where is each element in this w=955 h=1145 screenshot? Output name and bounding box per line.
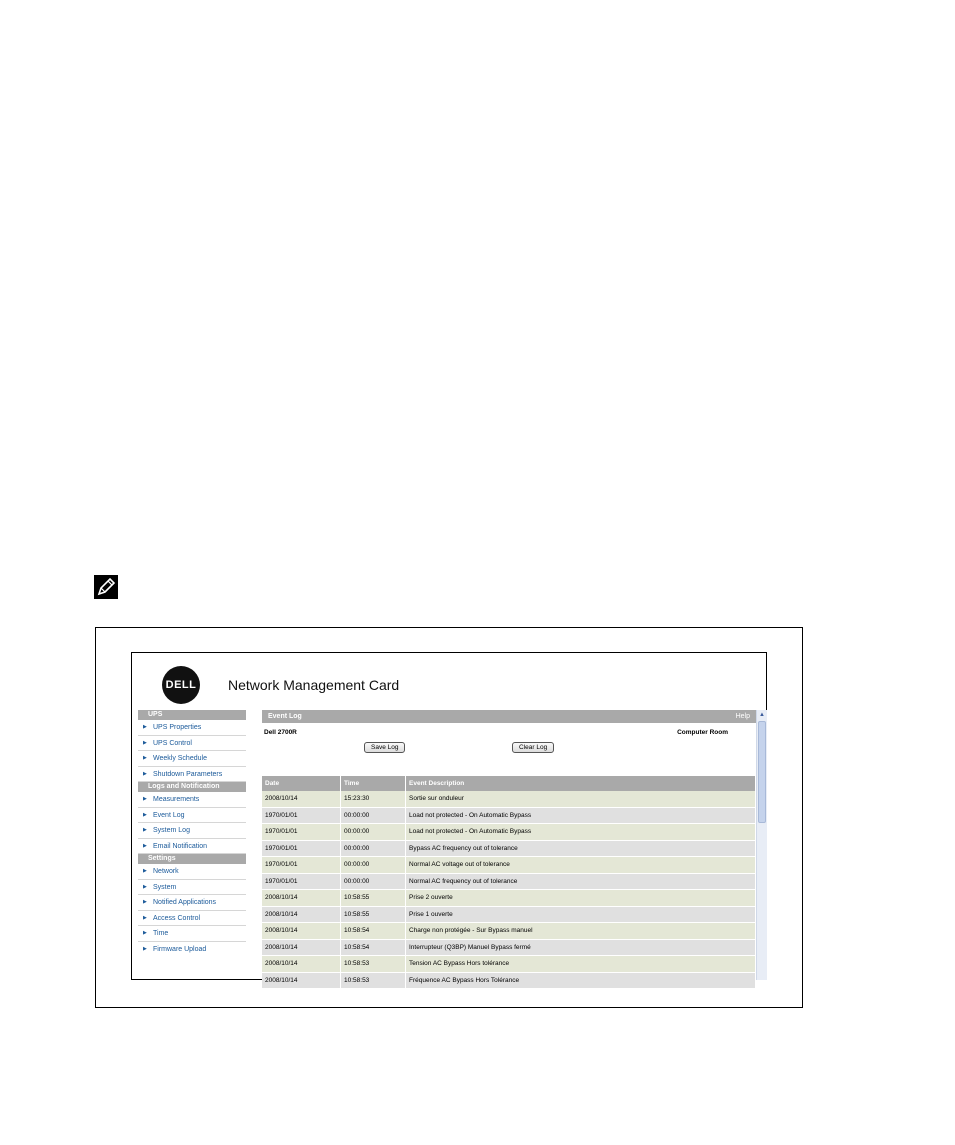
sidebar [138,710,246,957]
table-row [262,907,756,924]
column-header-event-description: Event Description [406,776,756,791]
table-row [262,824,756,841]
content-header-bar [262,710,756,723]
sidebar-item-label: Time [153,930,169,937]
cell-time: 00:00:00 [341,841,406,858]
cell-time: 10:58:53 [341,956,406,973]
table-row [262,791,756,808]
arrow-right-icon: ▶ [143,914,147,921]
sidebar-item-system-log[interactable] [138,823,246,839]
sidebar-item-label: Email Notification [153,842,208,850]
arrow-right-icon: ▶ [143,739,147,746]
sidebar-item-access-control[interactable] [138,911,246,927]
cell-time: 00:00:00 [341,874,406,891]
sidebar-item-label: Shutdown Parameters [153,770,223,778]
sidebar-item-label: Measurements [153,796,200,803]
sidebar-item-notified-applications[interactable] [138,895,246,911]
table-row [262,857,756,874]
scroll-up-arrow-icon[interactable]: ▲ [759,712,765,718]
save-log-button[interactable]: Save Log [364,742,405,753]
sidebar-item-firmware-upload[interactable] [138,942,246,958]
pencil-note-icon [94,575,118,599]
sidebar-item-ups-control[interactable] [138,736,246,752]
help-link[interactable]: Help [735,713,750,720]
arrow-right-icon: ▶ [143,724,147,730]
sidebar-item-label: System [153,883,177,891]
sidebar-item-label: Event Log [153,811,185,819]
table-row [262,890,756,907]
cell-event-description: Normal AC voltage out of tolerance [406,857,756,874]
cell-event-description: Interrupteur (Q3BP) Manuel Bypass fermé [406,940,756,957]
cell-time: 15:23:30 [341,791,406,808]
cell-event-description: Charge non protégée - Sur Bypass manuel [406,923,756,940]
table-row [262,874,756,891]
main-content [262,710,756,984]
cell-date: 2008/10/14 [262,940,341,957]
sidebar-item-weekly-schedule[interactable] [138,751,246,767]
cell-event-description: Load not protected - On Automatic Bypass [406,824,756,841]
cell-time: 10:58:54 [341,940,406,957]
button-row [262,739,756,761]
arrow-right-icon: ▶ [143,796,147,802]
section-title: Event Log [268,713,302,720]
cell-time: 10:58:55 [341,907,406,924]
scrollbar-thumb[interactable] [758,721,766,823]
sidebar-item-label: Access Control [153,914,201,922]
arrow-right-icon: ▶ [143,883,147,890]
arrow-right-icon: ▶ [143,930,147,936]
sidebar-item-system[interactable] [138,880,246,896]
cell-event-description: Fréquence AC Bypass Hors Tolérance [406,973,756,990]
sidebar-item-time[interactable] [138,926,246,942]
cell-event-description: Bypass AC frequency out of tolerance [406,841,756,858]
event-log-table-wrap [262,776,756,989]
table-row [262,841,756,858]
browser-screenshot [131,652,767,984]
table-row [262,973,756,990]
table-row [262,923,756,940]
cell-event-description: Tension AC Bypass Hors tolérance [406,956,756,973]
cell-date: 1970/01/01 [262,824,341,841]
arrow-right-icon: ▶ [143,811,147,818]
dell-logo: DELL [162,666,200,704]
sidebar-item-label: UPS Control [153,739,192,747]
sidebar-item-ups-properties[interactable] [138,720,246,736]
cell-time: 00:00:00 [341,808,406,825]
cell-date: 2008/10/14 [262,973,341,990]
table-row [262,940,756,957]
table-row [262,808,756,825]
cell-time: 10:58:55 [341,890,406,907]
table-row [262,956,756,973]
arrow-right-icon: ▶ [143,842,147,849]
cell-time: 00:00:00 [341,857,406,874]
cell-event-description: Prise 1 ouverte [406,907,756,924]
vertical-scrollbar[interactable] [756,710,767,980]
cell-time: 00:00:00 [341,824,406,841]
sidebar-item-label: Notified Applications [153,899,217,906]
cell-date: 2008/10/14 [262,956,341,973]
column-header-time: Time [341,776,406,791]
cell-time: 10:58:54 [341,923,406,940]
cell-date: 2008/10/14 [262,890,341,907]
clear-log-button[interactable]: Clear Log [512,742,554,753]
cell-time: 10:58:53 [341,973,406,990]
sidebar-header-settings: Settings [138,854,246,864]
column-header-date: Date [262,776,341,791]
event-log-table [262,776,756,989]
sidebar-item-shutdown-parameters[interactable] [138,767,246,783]
cell-date: 1970/01/01 [262,808,341,825]
sidebar-header-ups: UPS [138,710,246,720]
device-name: Dell 2700R [264,729,297,736]
sidebar-item-label: Network [153,868,179,875]
arrow-right-icon: ▶ [143,827,147,833]
device-info-row [262,723,756,739]
arrow-right-icon: ▶ [143,755,147,761]
sidebar-item-event-log[interactable] [138,808,246,824]
device-location: Computer Room [677,729,728,736]
sidebar-item-label: System Log [153,827,190,834]
cell-event-description: Load not protected - On Automatic Bypass [406,808,756,825]
cell-event-description: Sortie sur onduleur [406,791,756,808]
sidebar-item-label: Firmware Upload [153,945,207,953]
cell-date: 2008/10/14 [262,923,341,940]
cell-date: 2008/10/14 [262,907,341,924]
sidebar-header-logs: Logs and Notification [138,782,246,792]
sidebar-item-email-notification[interactable] [138,839,246,855]
cell-event-description: Prise 2 ouverte [406,890,756,907]
sidebar-item-label: Weekly Schedule [153,755,207,762]
arrow-right-icon: ▶ [143,899,147,905]
sidebar-item-measurements[interactable] [138,792,246,808]
cell-date: 1970/01/01 [262,857,341,874]
cell-event-description: Normal AC frequency out of tolerance [406,874,756,891]
arrow-right-icon: ▶ [143,868,147,874]
arrow-right-icon: ▶ [143,770,147,777]
sidebar-item-label: UPS Properties [153,724,202,731]
table-header-row [262,776,756,791]
cell-date: 2008/10/14 [262,791,341,808]
app-title: Network Management Card [228,677,400,693]
sidebar-item-network[interactable] [138,864,246,880]
cell-date: 1970/01/01 [262,874,341,891]
arrow-right-icon: ▶ [143,945,147,952]
cell-date: 1970/01/01 [262,841,341,858]
